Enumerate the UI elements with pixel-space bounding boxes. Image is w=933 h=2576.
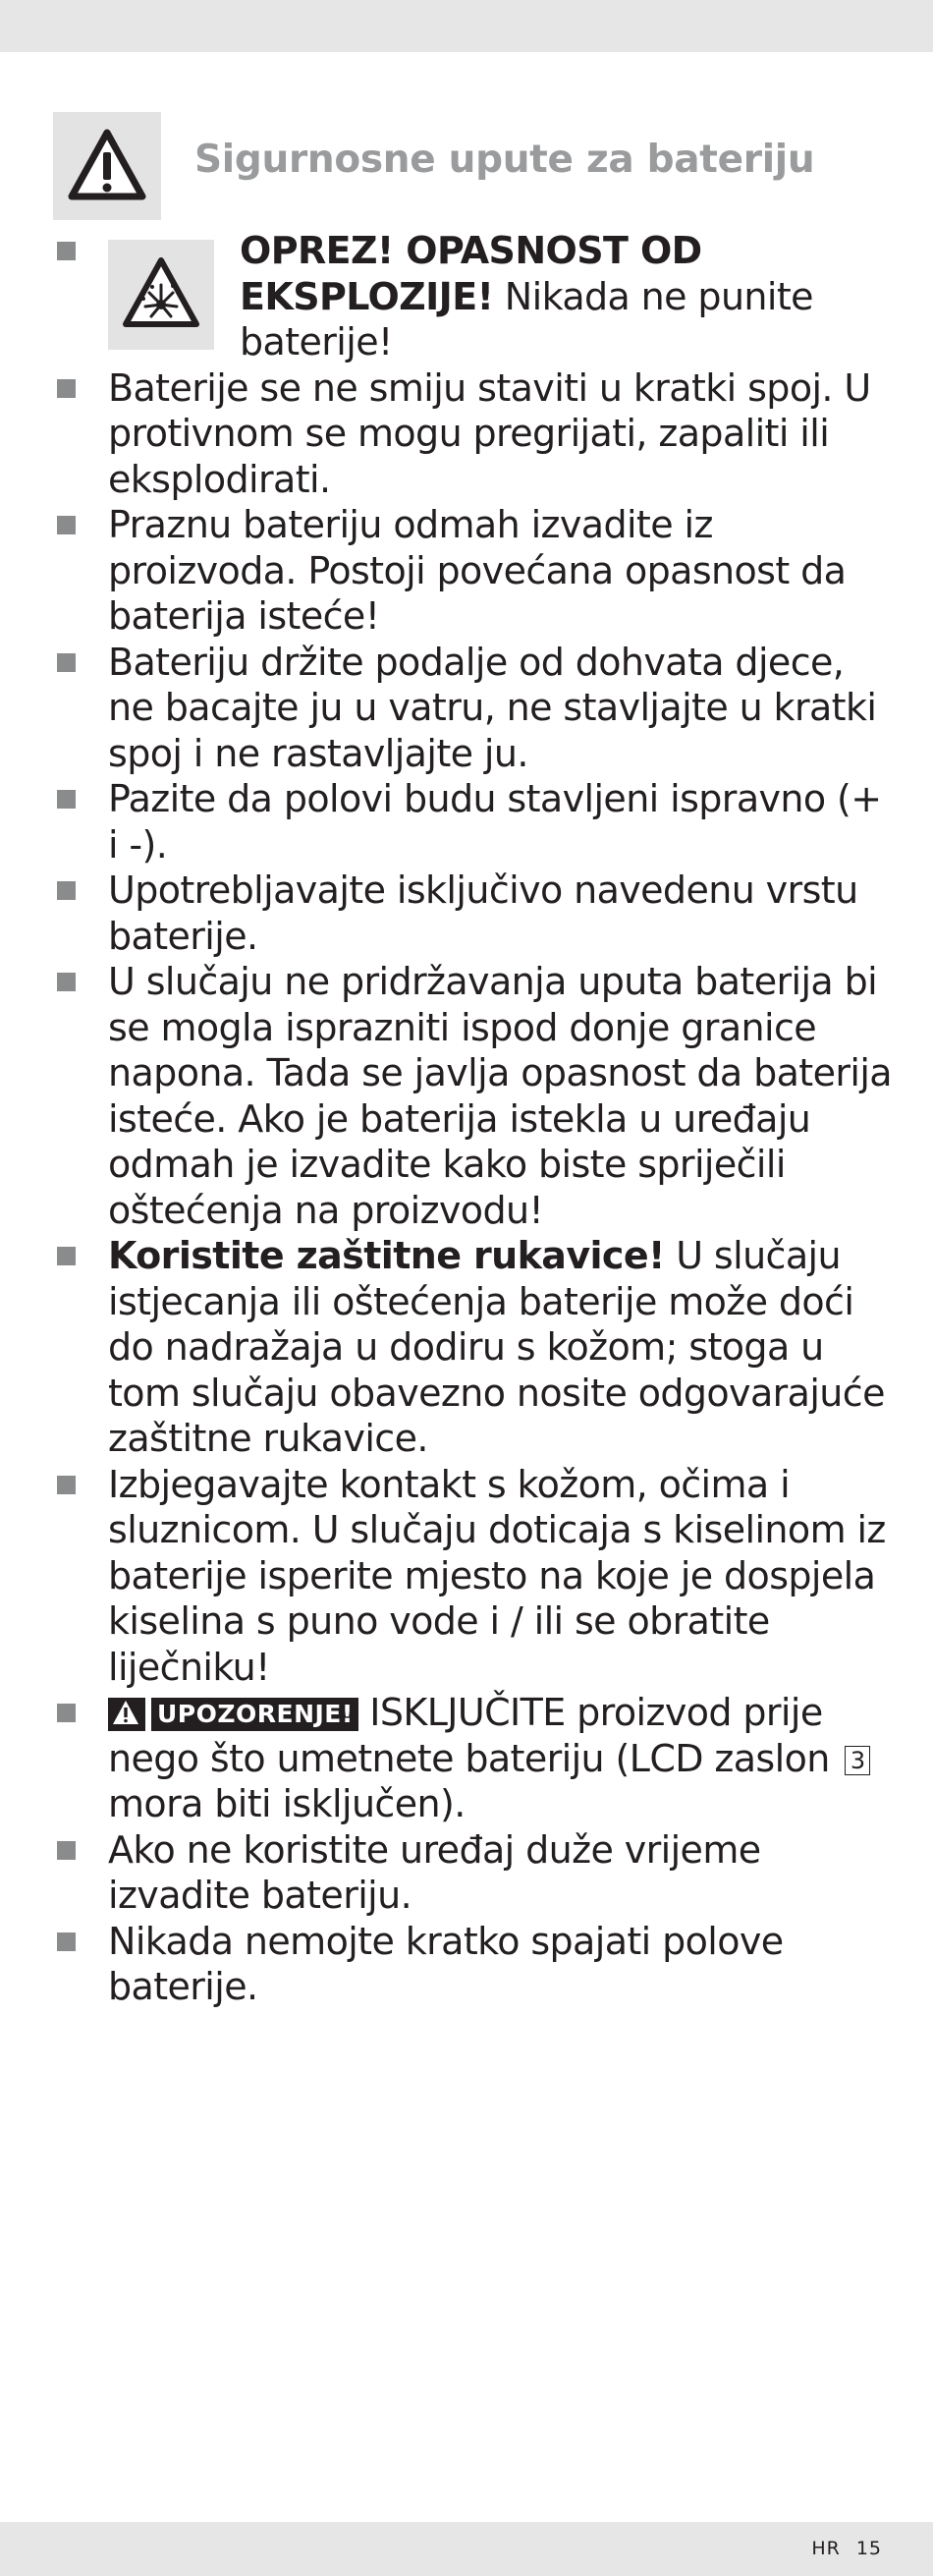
list-item-text: U slučaju istjecanja ili oštećenja baterije može doći do nadražaja u dodiru s kožom; stoga u tom slučaju obavezno nosite odgovarajuće zaštitne rukavice. — [108, 1234, 885, 1460]
bullet — [57, 881, 76, 900]
list-item-text: Bateriju držite podalje od dohvata djece, ne bacajte ju u vatru, ne stavljajte u kratki spoj i ne rastavljajte ju. — [108, 640, 877, 775]
list-item — [53, 502, 898, 640]
warning-triangle-icon — [53, 112, 161, 220]
list-item-warning — [53, 1690, 898, 1827]
page-footer — [811, 2522, 882, 2576]
bullet — [57, 516, 76, 534]
footer-language: HR — [811, 2538, 841, 2559]
list-item-text: Nikada nemojte kratko spajati polove baterije. — [108, 1919, 784, 2008]
list-item — [53, 776, 898, 868]
explosion-hazard-icon — [108, 240, 214, 350]
bullet — [57, 1841, 76, 1860]
list-item — [53, 868, 898, 959]
list-item-gloves — [53, 1233, 898, 1462]
lcd-reference-number: 3 — [845, 1746, 870, 1775]
top-band — [0, 0, 933, 52]
bullet — [57, 653, 76, 672]
list-item-text: Upotrebljavajte isključivo navedenu vrstu baterije. — [108, 868, 858, 958]
bullet — [57, 1476, 76, 1494]
bullet — [57, 1247, 76, 1265]
page-title: Sigurnosne upute za bateriju — [194, 138, 815, 182]
bullet — [57, 379, 76, 398]
warning-badge-label: UPOZORENJE! — [157, 1700, 354, 1728]
list-item — [53, 365, 898, 503]
bullet — [57, 1932, 76, 1951]
list-item-text: Baterije se ne smiju staviti u kratki spoj. U protivnom se mogu pregrijati, zapaliti ili eksplodirati. — [108, 365, 871, 501]
list-item-text: Izbjegavajte kontakt s kožom, očima i sluznicom. U slučaju doticaja s kiselinom iz baterije isperite mjesto na koje je dospjela kiselina s puno vode i / ili se obratite liječniku! — [108, 1462, 886, 1689]
warning-badge — [108, 1698, 358, 1731]
list-item-text: Ako ne koristite uređaj duže vrijeme izvadite bateriju. — [108, 1827, 761, 1917]
bullet — [57, 1704, 76, 1722]
footer-page-number: 15 — [855, 2538, 882, 2559]
list-item-text: Praznu bateriju odmah izvadite iz proizvoda. Postoji povećana opasnost da baterija isteće! — [108, 503, 847, 638]
section-header — [53, 112, 898, 220]
list-item-text: ISKLJUČITE proizvod prije nego što umetnete bateriju (LCD zaslon — [108, 1691, 842, 1780]
list-item — [53, 1919, 898, 2010]
gloves-heading: Koristite zaštitne rukavice! — [108, 1234, 665, 1277]
bullet — [57, 973, 76, 991]
list-item-text: Nikada ne punite baterije! — [240, 274, 813, 364]
bottom-band — [0, 2522, 933, 2576]
battery-safety-list — [53, 228, 898, 2010]
list-item — [53, 959, 898, 1233]
warning-triangle-small-icon — [112, 1700, 139, 1734]
list-item-text: Pazite da polovi budu stavljeni ispravno (+ i -). — [108, 777, 882, 867]
bullet — [57, 242, 76, 260]
bullet — [57, 790, 76, 809]
list-item-text: U slučaju ne pridržavanja uputa baterija bi se mogla isprazniti ispod donje granice napona. Tada se javlja opasnost da baterija isteće. Ako je baterija istekla u uređaju odmah je izvadite kako biste spriječili oštećenja na proizvodu! — [108, 960, 892, 1232]
list-item-text: mora biti isključen). — [108, 1782, 466, 1825]
list-item — [53, 640, 898, 777]
list-item — [53, 1462, 898, 1691]
list-item-explosion — [53, 228, 898, 365]
danger-heading: OPREZ! OPASNOST OD EKSPLOZIJE! — [240, 229, 702, 318]
list-item — [53, 1827, 898, 1919]
